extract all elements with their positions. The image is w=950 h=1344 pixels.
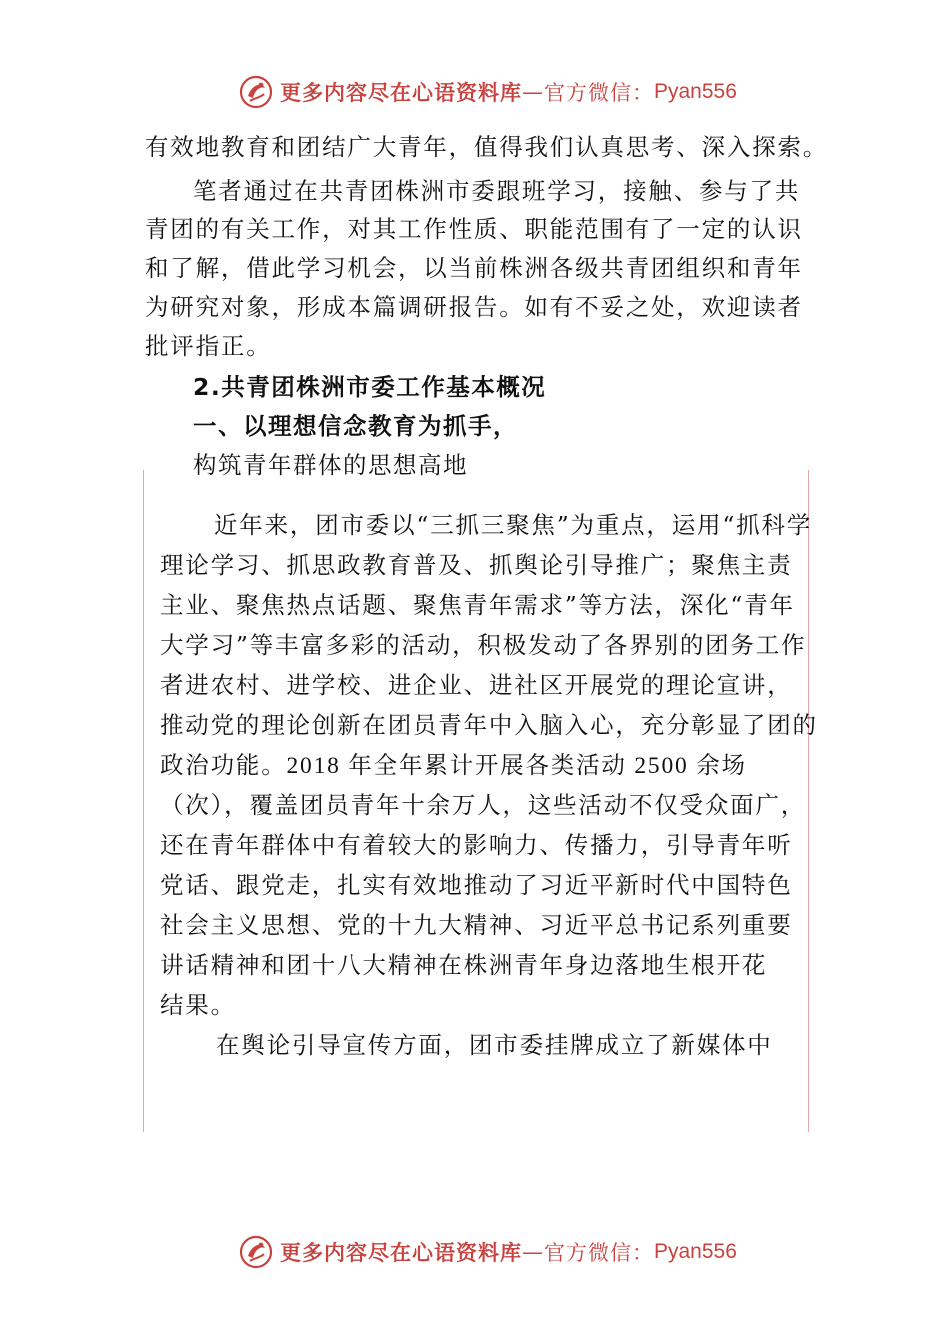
paragraph-line: 笔者通过在共青团株洲市委跟班学习，接触、参与了共	[193, 177, 801, 205]
block-line: 主业、聚焦热点话题、聚焦青年需求”等方法，深化“青年	[160, 591, 795, 619]
banner-brand: 更多内容尽在心语资料库	[280, 81, 522, 105]
block-line: 大学习”等丰富多彩的活动，积极发动了各界别的团务工作	[160, 631, 807, 659]
subsection-heading-cont: 构筑青年群体的思想高地	[193, 451, 468, 479]
block-line: （次），覆盖团员青年十余万人，这些活动不仅受众面广，	[160, 791, 807, 819]
banner-separator: —	[522, 1240, 544, 1264]
banner-wechat-id: Pyan556	[654, 80, 737, 103]
block-line: 近年来，团市委以“三抓三聚焦”为重点，运用“抓科学	[214, 511, 813, 539]
banner-brand: 更多内容尽在心语资料库	[280, 1241, 522, 1265]
paragraph-line: 批评指正。	[145, 332, 272, 360]
block-line: 党话、跟党走，扎实有效地推动了习近平新时代中国特色	[160, 871, 793, 899]
block-line: 结果。	[160, 991, 236, 1019]
banner-wechat-label: 官方微信：	[544, 81, 654, 105]
banner-wechat-id: Pyan556	[654, 1240, 737, 1263]
paragraph-line: 和了解，借此学习机会，以当前株洲各级共青团组织和青年	[145, 254, 803, 282]
block-line: 讲话精神和团十八大精神在株洲青年身边落地生根开花	[160, 951, 768, 979]
block-line: 理论学习、抓思政教育普及、抓舆论引导推广；聚焦主责	[160, 551, 793, 579]
subsection-heading: 一、以理想信念教育为抓手，	[193, 412, 518, 440]
block-line: 还在青年群体中有着较大的影响力、传播力，引导青年听	[160, 831, 793, 859]
block-line: 社会主义思想、党的十九大精神、习近平总书记系列重要	[160, 911, 793, 939]
footer-banner	[238, 1232, 737, 1272]
banner-separator: —	[522, 80, 544, 104]
flower-logo-icon	[238, 74, 274, 110]
block-line: 者进农村、进学校、进企业、进社区开展党的理论宣讲，	[160, 671, 793, 699]
paragraph-line: 为研究对象，形成本篇调研报告。如有不妥之处，欢迎读者	[145, 293, 803, 321]
block-line: 推动党的理论创新在团员青年中入脑入心，充分彰显了团的	[160, 711, 818, 739]
flower-logo-icon	[238, 1234, 274, 1270]
block-line: 在舆论引导宣传方面，团市委挂牌成立了新媒体中	[216, 1031, 773, 1059]
section-heading: 2.共青团株洲市委工作基本概况	[193, 373, 547, 401]
header-banner	[238, 72, 737, 112]
paragraph-line: 青团的有关工作，对其工作性质、职能范围有了一定的认识	[145, 215, 803, 243]
paragraph-line: 有效地教育和团结广大青年，值得我们认真思考、深入探索。	[145, 133, 829, 161]
block-line: 政治功能。2018 年全年累计开展各类活动 2500 余场	[160, 753, 747, 779]
banner-wechat-label: 官方微信：	[544, 1241, 654, 1265]
